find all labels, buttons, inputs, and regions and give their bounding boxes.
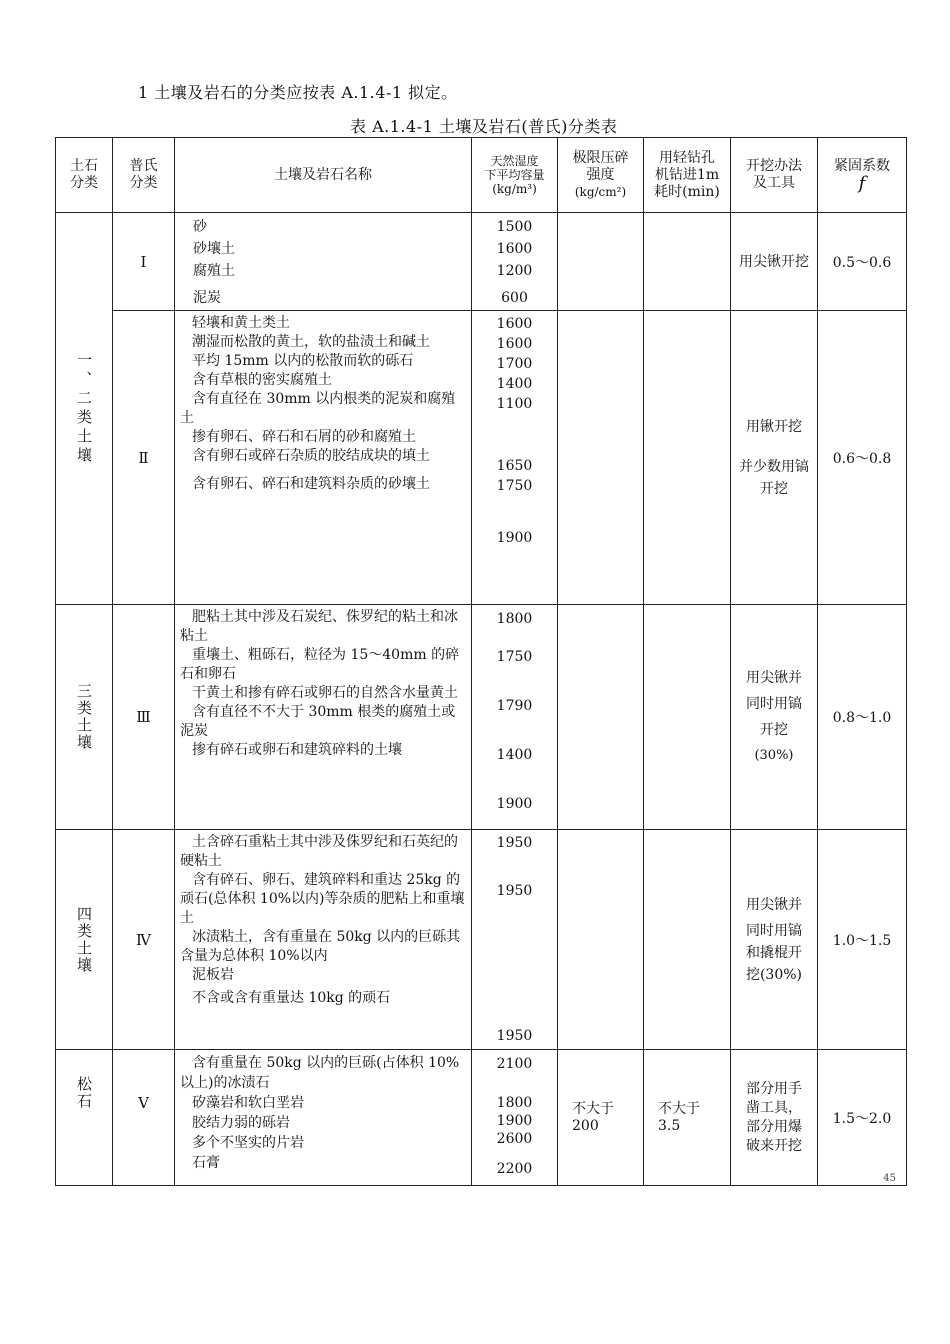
drill-cell: 不大于 3.5	[644, 1050, 731, 1186]
drill-cell	[644, 213, 731, 311]
density-cell: 2100 1800 1900 2600 2200	[472, 1050, 558, 1186]
intro-paragraph: 1 土壤及岩石的分类应按表 A.1.4-1 拟定。	[138, 83, 458, 102]
method-cell: 用尖锹并 同时用镐 和撬棍开 挖(30%)	[731, 830, 818, 1050]
strength-cell: 不大于 200	[558, 1050, 644, 1186]
coef-cell: 0.8～1.0	[818, 605, 907, 830]
table-row	[56, 311, 907, 605]
page-number: 45	[883, 1173, 896, 1184]
density-cell: 1500 1600 1200 600	[472, 213, 558, 311]
header-grade: 普氏 分类	[113, 138, 175, 213]
names-cell: 土含碎石重粘土其中涉及侏罗纪和石英纪的硬粘土 含有碎石、卵石、建筑碎料和重达 25kg 的顽石(总体积 10%以内)等杂质的肥粘上和重壤土 冰渍粘土，含有重量在 50kg 以内的巨砾其含量为总体积 10%以内 泥板岩 不含或含有重量达 10kg 的顽石	[175, 830, 472, 1050]
header-category: 土石 分类	[56, 138, 113, 213]
header-density: 天然湿度 下平均容量 (kg/m³)	[472, 138, 558, 213]
strength-cell	[558, 213, 644, 311]
grade-cell: Ⅴ	[113, 1050, 175, 1186]
coef-cell: 1.5～2.0 45	[818, 1050, 907, 1186]
table-row	[56, 830, 907, 1050]
category-cell: 一、二类土壤	[56, 213, 113, 605]
method-cell: 用锹开挖 并少数用镐开挖	[731, 311, 818, 605]
drill-cell	[644, 311, 731, 605]
drill-cell	[644, 830, 731, 1050]
density-cell: 1800 1750 1790 1400 1900	[472, 605, 558, 830]
category-cell: 三类土壤	[56, 605, 113, 830]
names-cell: 砂 砂壤土 腐殖土 泥炭	[175, 213, 472, 311]
header-strength: 极限压碎 强度 (kg/cm²)	[558, 138, 644, 213]
category-cell: 松石	[56, 1050, 113, 1186]
density-cell: 1600 1600 1700 1400 1100 1650 1750 1900	[472, 311, 558, 605]
method-cell: 部分用手 凿工具， 部分用爆 破来开挖	[731, 1050, 818, 1186]
grade-cell: Ⅱ	[113, 311, 175, 605]
drill-cell	[644, 605, 731, 830]
table-caption: 表 A.1.4-1 土壤及岩石(普氏)分类表	[350, 117, 618, 136]
header-method: 开挖办法 及工具	[731, 138, 818, 213]
names-cell: 轻壤和黄土类土 潮湿而松散的黄土，软的盐渍土和碱土 平均 15mm 以内的松散而软的砾石 含有草根的密实腐殖土 含有直径在 30mm 以内根类的泥炭和腐殖土 掺有卵石、碎石和石屑的砂和腐殖土 含有卵石或碎石杂质的胶结成块的填土 含有卵石、碎石和建筑料杂质的砂壤土	[175, 311, 472, 605]
method-cell: 用尖锹并 同时用镐 开挖 (30%)	[731, 605, 818, 830]
header-name: 土壤及岩石名称	[175, 138, 472, 213]
names-cell: 含有重量在 50kg 以内的巨砾(占体积 10%以上)的冰渍石 矽藻岩和软白垩岩 胶结力弱的砾岩 多个不坚实的片岩 石膏	[175, 1050, 472, 1186]
strength-cell	[558, 311, 644, 605]
method-cell: 用尖锹开挖	[731, 213, 818, 311]
names-cell: 肥粘土其中涉及石炭纪、侏罗纪的粘土和冰粘土 重壤土、粗砾石，粒径为 15～40mm 的碎石和卵石 干黄土和掺有碎石或卵石的自然含水量黄土 含有直径不不大于 30mm 根类的腐殖土或泥炭 掺有碎石或卵石和建筑碎料的土壤	[175, 605, 472, 830]
soil-classification-table	[55, 137, 907, 1186]
table-row	[56, 605, 907, 830]
coef-cell: 0.6～0.8	[818, 311, 907, 605]
grade-cell: Ⅲ	[113, 605, 175, 830]
grade-cell: Ⅰ	[113, 213, 175, 311]
coef-cell: 0.5～0.6	[818, 213, 907, 311]
grade-cell: Ⅳ	[113, 830, 175, 1050]
header-coef: 紧固系数 f	[818, 138, 907, 213]
category-cell: 四类土壤	[56, 830, 113, 1050]
strength-cell	[558, 605, 644, 830]
header-row	[56, 138, 907, 213]
table-row	[56, 213, 907, 311]
coef-cell: 1.0～1.5	[818, 830, 907, 1050]
header-drill: 用轻钻孔 机钻进1m 耗时(min)	[644, 138, 731, 213]
table-row	[56, 1050, 907, 1186]
density-cell: 1950 1950 1950	[472, 830, 558, 1050]
strength-cell	[558, 830, 644, 1050]
